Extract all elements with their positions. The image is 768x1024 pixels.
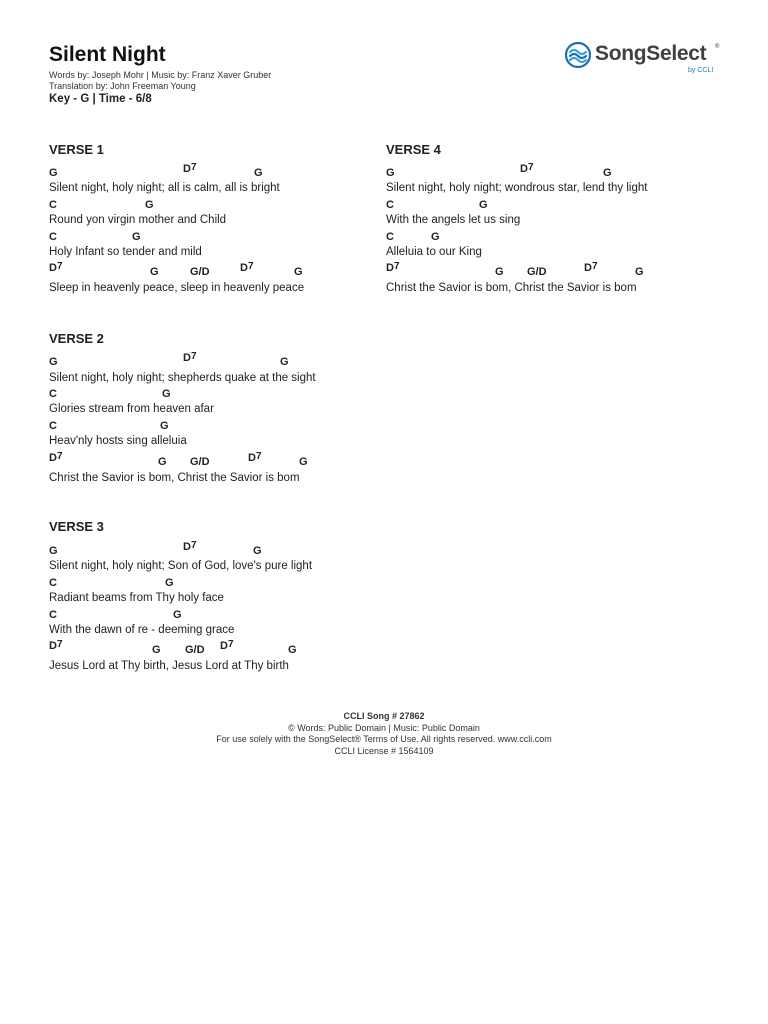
chord: $D^7$ bbox=[183, 162, 197, 175]
chord: C bbox=[386, 199, 394, 211]
chord: G bbox=[294, 266, 303, 278]
lyric-line: Holy Infant so tender and mild bbox=[49, 246, 202, 258]
license-line: CCLI License # 1564109 bbox=[334, 745, 434, 756]
chord: C bbox=[49, 609, 57, 621]
chord: G bbox=[635, 266, 644, 278]
chord: $D^7$ bbox=[248, 451, 262, 464]
lyric-line: Silent night, holy night; Son of God, love's pure light bbox=[49, 560, 313, 572]
chord: G bbox=[145, 199, 154, 211]
logo-registered-mark: ® bbox=[715, 44, 720, 50]
logo-by-ccli: by CCLI bbox=[688, 67, 714, 74]
chord: G/D bbox=[185, 644, 205, 656]
chord: C bbox=[49, 199, 57, 211]
chord: G bbox=[253, 545, 262, 557]
lyric-line: With the dawn of re - deeming grace bbox=[49, 624, 235, 636]
lyric-line: Christ the Savior is bom, Christ the Savior is bom bbox=[386, 282, 637, 294]
logo-wordmark: SongSelect bbox=[595, 42, 707, 65]
verse-title: VERSE 4 bbox=[386, 142, 441, 157]
chord: G bbox=[603, 167, 612, 179]
lyric-line: Heav'nly hosts sing alleluia bbox=[49, 435, 187, 447]
chord: G bbox=[132, 231, 141, 243]
chord: G bbox=[49, 545, 58, 557]
chord: G bbox=[299, 456, 308, 468]
chord: $D^7$ bbox=[520, 162, 534, 175]
songselect-logo bbox=[565, 42, 725, 78]
chord: $D^7$ bbox=[49, 261, 63, 274]
song-credits bbox=[49, 70, 271, 91]
lyric-line: Round yon virgin mother and Child bbox=[49, 214, 227, 226]
chord: $D^7$ bbox=[584, 261, 598, 274]
chord: G bbox=[288, 644, 297, 656]
chord: C bbox=[49, 577, 57, 589]
chord: $D^7$ bbox=[220, 639, 234, 652]
lyric-line: Sleep in heavenly peace, sleep in heavenly peace bbox=[49, 282, 305, 294]
credits-words-music: Words by: Joseph Mohr | Music by: Franz Xaver Gruber bbox=[49, 70, 272, 80]
chord: C bbox=[386, 231, 394, 243]
ccli-song-number: CCLI Song # 27862 bbox=[343, 711, 425, 721]
lyric-line: Silent night, holy night; all is calm, all is bright bbox=[49, 182, 280, 194]
chord: $D^7$ bbox=[49, 639, 63, 652]
footer bbox=[0, 711, 768, 757]
copyright-line: © Words: Public Domain | Music: Public Domain bbox=[288, 722, 480, 733]
lyric-line: Radiant beams from Thy holy face bbox=[49, 592, 224, 604]
lyric-line: Jesus Lord at Thy birth, Jesus Lord at Thy birth bbox=[49, 660, 289, 672]
chord: G bbox=[150, 266, 159, 278]
verse-title: VERSE 3 bbox=[49, 519, 104, 534]
chord: G bbox=[165, 577, 174, 589]
chord: G bbox=[173, 609, 182, 621]
chord: G bbox=[254, 167, 263, 179]
chord: G bbox=[152, 644, 161, 656]
chord: $D^7$ bbox=[240, 261, 254, 274]
songselect-logo-icon bbox=[565, 42, 591, 68]
chord: C bbox=[49, 231, 57, 243]
verse-title: VERSE 1 bbox=[49, 142, 104, 157]
lyric-line: Silent night, holy night; shepherds quake at the sight bbox=[49, 372, 316, 384]
chord: $D^7$ bbox=[49, 451, 63, 464]
chord: G bbox=[495, 266, 504, 278]
chord: G bbox=[162, 388, 171, 400]
chord: C bbox=[49, 420, 57, 432]
chord: G bbox=[386, 167, 395, 179]
chord: G bbox=[49, 356, 58, 368]
chord: $D^7$ bbox=[183, 351, 197, 364]
lyric-line: With the angels let us sing bbox=[386, 214, 521, 226]
chord: G bbox=[158, 456, 167, 468]
chord: G/D bbox=[190, 266, 210, 278]
terms-line: For use solely with the SongSelect® Terms of Use. All rights reserved. www.ccli.com bbox=[216, 734, 552, 744]
verse-title: VERSE 2 bbox=[49, 331, 104, 346]
chord: G/D bbox=[190, 456, 210, 468]
lyric-line: Glories stream from heaven afar bbox=[49, 403, 214, 415]
chord: $D^7$ bbox=[183, 540, 197, 553]
chord: G bbox=[479, 199, 488, 211]
chord: G bbox=[280, 356, 289, 368]
chord: C bbox=[49, 388, 57, 400]
chord: $D^7$ bbox=[386, 261, 400, 274]
key-time: Key - G | Time - 6/8 bbox=[49, 93, 152, 105]
chord: G/D bbox=[527, 266, 547, 278]
credits-translation: Translation by: John Freeman Young bbox=[49, 80, 196, 91]
lyric-line: Christ the Savior is bom, Christ the Savior is bom bbox=[49, 472, 300, 484]
chord: G bbox=[431, 231, 440, 243]
song-title: Silent Night bbox=[49, 43, 166, 66]
chord: G bbox=[160, 420, 169, 432]
lyric-line: Silent night, holy night; wondrous star, lend thy light bbox=[386, 182, 648, 194]
lyric-line: Alleluia to our King bbox=[386, 246, 482, 258]
chord: G bbox=[49, 167, 58, 179]
